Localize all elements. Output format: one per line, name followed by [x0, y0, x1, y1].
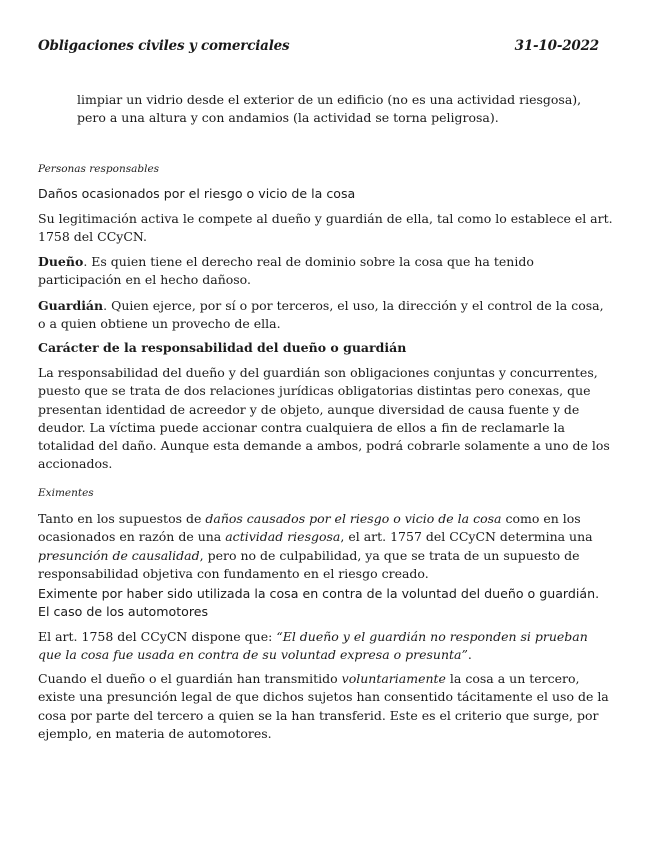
dueno-paragraph [38, 253, 614, 290]
transmision-italic-voluntariamente: voluntariamente [341, 671, 446, 686]
eximentes-text-d: , pero no de culpabilidad, ya que se trata de un supuesto de responsabilidad objetiva con fundamento en el riesgo creado. [38, 547, 580, 581]
eximentes-paragraph [38, 510, 614, 583]
eximentes-italic-actividad: actividad riesgosa [225, 529, 341, 545]
art-1758-paragraph [38, 628, 614, 665]
art-1758-intro: El art. 1758 del CCyCN dispone que: [38, 629, 277, 644]
caracter-paragraph: La responsabilidad del dueño y del guardián son obligaciones conjuntas y concurrentes, puesto que se trata de dos relaciones jurídicas obligatorias distintas pero conexas, que presentan identidad de acreedor y de objeto, aunque diversidad de causa fuente y de deudor. La víctima puede accionar contra cualquiera de ellos a fin de reclamarle la totalidad del daño. Aunque esta demande a ambos, podrá cobrarle solamente a uno de los accionados. [38, 365, 610, 472]
guardian-term: Guardián [38, 298, 104, 313]
subheading-eximente-automotores: Eximente por haber sido utilizada la cosa en contra de la voluntad del dueño o guardián. El caso de los automotores [38, 586, 600, 620]
eximentes-text-a: Tanto en los supuestos de [38, 511, 206, 526]
section-heading-eximentes: Eximentes [38, 487, 94, 499]
dueno-definition: . Es quien tiene el derecho real de dominio sobre la cosa que ha tenido participación en el hecho dañoso. [38, 254, 534, 288]
guardian-definition: . Quien ejerce, por sí o por terceros, el uso, la dirección y el control de la cosa, o a quien obtiene un provecho de ella. [38, 298, 604, 332]
caracter-heading [38, 339, 614, 357]
transmision-text-a: Cuando el dueño o el guardián han transmitido [38, 671, 342, 686]
art-1758-end: . [467, 647, 472, 663]
section-heading-personas-responsables: Personas responsables [38, 163, 160, 175]
caracter-heading-text: Carácter de la responsabilidad del dueño o guardián [38, 340, 407, 355]
header-title: Obligaciones civiles y comerciales [38, 38, 290, 54]
dueno-term: Dueño [38, 254, 84, 269]
art-1758-quote: “El dueño y el guardián no responden si prueban que la cosa fue usada en contra de su voluntad expresa o presunta” [38, 629, 588, 663]
eximentes-italic-presuncion: presunción de causalidad [38, 547, 200, 563]
guardian-paragraph [38, 297, 614, 334]
transmision-paragraph [38, 670, 614, 743]
legitimacion-paragraph: Su legitimación activa le compete al dueño y guardián de ella, tal como lo establece el art. 1758 del CCyCN. [38, 211, 613, 245]
intro-continuation-paragraph: limpiar un vidrio desde el exterior de un edificio (no es una actividad riesgosa), pero a una altura y con andamios (la actividad se torna peligrosa). [77, 92, 582, 126]
transmision-text-b: la cosa a un tercero, existe una presunción legal de que dichos sujetos han consentido tácitamente el uso de la cosa por parte del tercero a quien se la han transferid. Este es el criterio que surge, por ejemplo, en materia de automotores. [38, 671, 609, 741]
eximentes-italic-danos: daños causados por el riesgo o vicio de la cosa [205, 511, 502, 526]
eximentes-text-c: , el art. 1757 del CCyCN determina una [340, 529, 593, 545]
eximentes-text-b: como en los ocasionados en razón de una [38, 511, 581, 545]
header-date: 31-10-2022 [514, 38, 599, 54]
subheading-danos-riesgo-vicio: Daños ocasionados por el riesgo o vicio de la cosa [38, 186, 356, 201]
